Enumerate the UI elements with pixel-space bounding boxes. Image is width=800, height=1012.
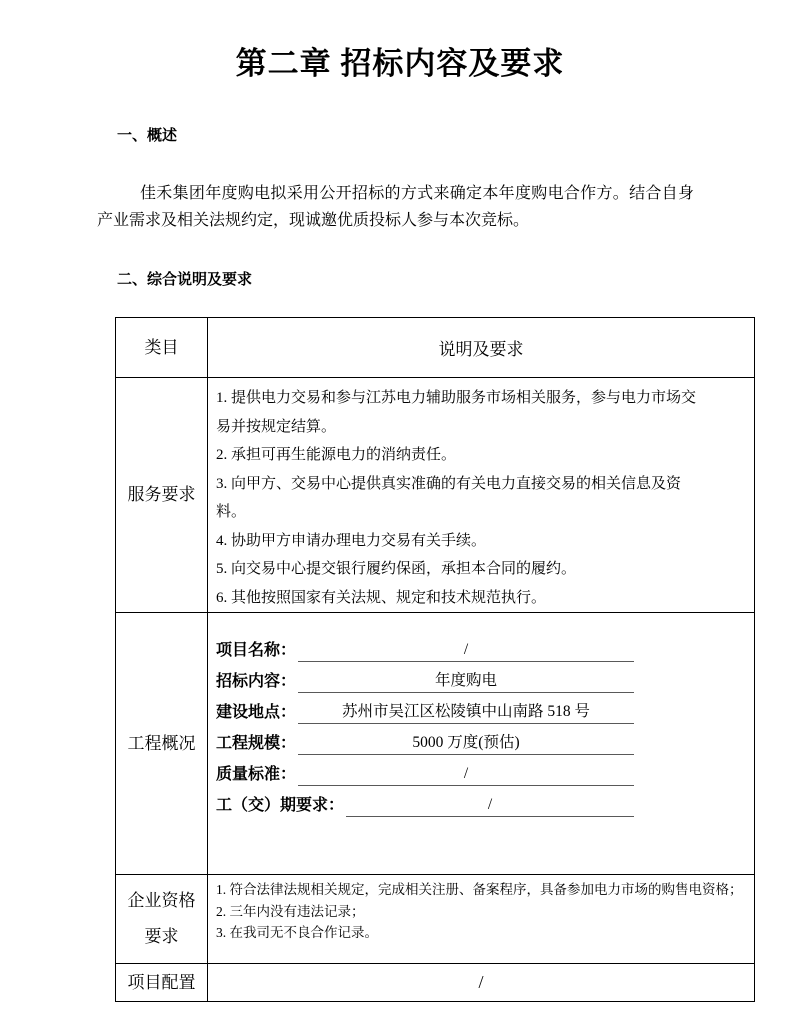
qualification-item: 3. 在我司无不良合作记录。	[216, 925, 378, 940]
qualification-label-line1: 企业资格	[127, 891, 196, 910]
field-project-name	[216, 638, 634, 662]
table-row-service	[116, 378, 755, 613]
qualification-item: 2. 三年内没有违法记录；	[216, 903, 365, 919]
table-row-config	[116, 964, 755, 1002]
service-row-label: 服务要求	[116, 378, 208, 613]
field-value-underline: 5000 万度(预估)	[298, 732, 634, 755]
field-label: 建设地点：	[216, 704, 297, 721]
qualification-item: 1. 符合法律法规相关规定，完成相关注册、备案程序，具备参加电力市场的购售电资格；	[216, 882, 743, 897]
qualification-item-list	[208, 875, 754, 944]
header-cell-category: 类目	[116, 318, 208, 378]
overview-paragraph: 佳禾集团年度购电拟采用公开招标的方式来确定本年度购电合作方。结合自身产业需求及相关法规约定，现诚邀优质投标人参与本次竞标。	[97, 185, 694, 229]
service-item: 6. 其他按照国家有关法规、规定和技术规范执行。	[216, 589, 547, 606]
table-row-project	[116, 613, 755, 875]
project-row-label: 工程概况	[116, 613, 208, 875]
field-label: 工程规模：	[216, 735, 297, 752]
service-row-content	[208, 378, 755, 613]
section-heading-overview: 一、概述	[117, 127, 178, 144]
field-project-scale	[216, 731, 634, 755]
field-quality-standard	[216, 762, 634, 786]
field-label: 工（交）期要求：	[216, 797, 345, 814]
project-row-content	[208, 613, 755, 875]
field-value-underline: 苏州市吴江区松陵镇中山南路 518 号	[298, 701, 634, 724]
field-delivery-period	[216, 793, 634, 817]
service-item-list	[208, 378, 754, 612]
chapter-title: 第二章 招标内容及要求	[235, 46, 565, 81]
service-item: 3. 向甲方、交易中心提供真实准确的有关电力直接交易的相关信息及资料。	[216, 475, 682, 520]
config-row-value: /	[208, 964, 755, 1002]
table-header-row	[116, 318, 755, 378]
service-item: 1. 提供电力交易和参与江苏电力辅助服务市场相关服务，参与电力市场交易并按规定结算。	[216, 390, 697, 435]
section-heading-requirements: 二、综合说明及要求	[117, 271, 253, 288]
field-label: 项目名称：	[216, 642, 297, 659]
requirements-table	[115, 317, 755, 1002]
field-construction-site	[216, 700, 634, 724]
service-item: 5. 向交易中心提交银行履约保函，承担本合同的履约。	[216, 561, 577, 577]
project-field-list	[208, 613, 754, 817]
field-value-underline: /	[346, 794, 634, 817]
field-label: 质量标准：	[216, 766, 297, 783]
field-value-underline: 年度购电	[298, 670, 634, 693]
field-label: 招标内容：	[216, 673, 297, 690]
qualification-row-content	[208, 875, 755, 964]
qualification-label-line2: 要求	[144, 927, 179, 946]
config-row-label: 项目配置	[116, 964, 208, 1002]
field-value-underline: /	[298, 639, 634, 662]
qualification-row-label	[116, 875, 208, 964]
service-item: 2. 承担可再生能源电力的消纳责任。	[216, 447, 457, 463]
service-item: 4. 协助甲方申请办理电力交易有关手续。	[216, 532, 487, 549]
field-bid-content	[216, 669, 634, 693]
table-row-qualification	[116, 875, 755, 964]
header-cell-description: 说明及要求	[208, 318, 755, 378]
field-value-underline: /	[298, 763, 634, 786]
